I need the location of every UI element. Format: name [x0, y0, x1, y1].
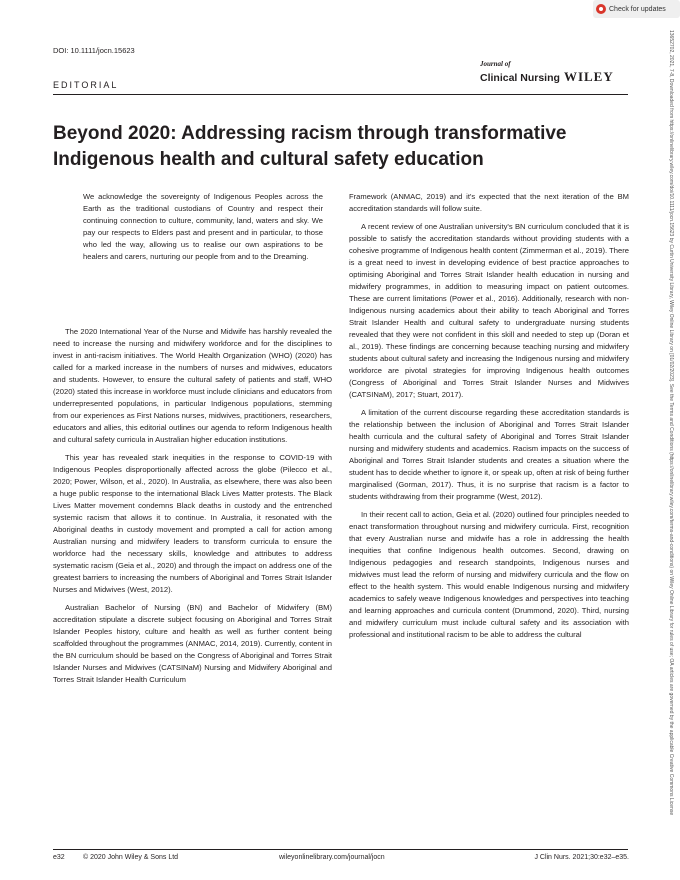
- acknowledgement-paragraph: [83, 191, 323, 269]
- citation-text: J Clin Nurs. 2021;30:e32–e35.: [534, 854, 629, 861]
- article-title: Beyond 2020: Addressing racism through transformative Indigenous health and cultural safety education: [53, 123, 567, 170]
- journal-name: Clinical Nursing: [480, 72, 560, 84]
- download-notice-text: 13652702, 2021, 7-8, Downloaded from https://onlinelibrary.wiley.com/doi/10.1111/jocn.15623 by Curtin University Library, Wiley Online Library on [01/02/2023]. See the Terms and Conditions (https://onlinelibrary.wiley.com/terms-and-conditions) on Wiley Online Library for rules of use; OA articles are governed by the applicable Creative Commons License: [668, 30, 674, 816]
- body-paragraph: A limitation of the current discourse regarding these accreditation standards is the relationship between the inclusion of Aboriginal and Torres Strait Islander health curricula and the cultural safety of Aboriginal and Torres Strait Islander nursing and midwifery students and academics. Racism impacts on the success of Aboriginal and Torres Strait Islander students and creates a situation where the student has to decide whether to ignore it, or speak up, often at risk of being further marginalised (Gorman, 2017). Thus, it is no surprise that racism is a factor to students withdrawing from their programme (West, 2012).: [349, 408, 629, 501]
- header-rule: [53, 94, 628, 95]
- body-paragraph: This year has revealed stark inequities in the response to COVID-19 with Indigenous Peoples disproportionally affected across the globe (Pilecco et al., 2020; Power, Wilson, et al., 2020). In Australia, as elsewhere, there was also been a huge public response to the international Black Lives Matter protests. The Black Lives Matter movement condemns Black deaths in custody and the entrenched systemic racism that allows it to continue. In Australia, it resonated with the Aboriginal deaths in custody movement and prompted a call for action among Australian nursing and midwifery leaders to transform curricula to ensure the workforce had the necessary skills, knowledge and attributes to address systematic racism (Geia et al., 2020) and through the impact on address one of the greatest barriers to increasing the numbers of Aboriginal and Torres Strait Islander Nurses and Midwives (West, 2012).: [53, 453, 332, 594]
- body-paragraph: In their recent call to action, Geia et al. (2020) outlined four principles needed to enact transformation throughout nursing and midwifery curricula. First, recognition that every Australian nurse and midwife has a role in addressing the health inequities that confine Indigenous health outcomes. Second, drawing on Indigenous pedagogies and research standpoints, Indigenous nurses and midwives must lead the reform of nursing and midwifery curricula and the flow on effect to the health system. This would enable Indigenous nursing and midwifery academics to safely weave Indigenous knowledges and perspectives into teaching and learning approaches and curricula content (Drummond, 2020). Third, nursing and midwifery curriculum must include cultural safety and its association with professional and institutional racism to be able to address the cultural: [349, 510, 629, 639]
- copyright-text: © 2020 John Wiley & Sons Ltd: [83, 854, 179, 861]
- check-for-updates-badge[interactable]: [593, 0, 680, 18]
- page-number: e32: [53, 854, 65, 861]
- journal-url-link[interactable]: wileyonlinelibrary.com/journal/jocn: [279, 854, 385, 861]
- section-label: EDITORIAL: [53, 80, 119, 90]
- right-column: [349, 191, 629, 647]
- body-paragraph: A recent review of one Australian university's BN curriculum concluded that it is possible to satisfy the accreditation standards without providing students with a cohesive programme of Indigenous health content (Zimmerman et al., 2019). There is a great need to invest in developing evidence of best practice approaches to optimising Aboriginal and Torres Strait Islander health education in nursing and midwifery programmes, in addition to measuring impact on patient outcomes. These are current limitations (Power et al., 2016). Additionally, research with non-Indigenous nursing academics about their ability to teach Aboriginal and Torres Strait Islander Health and cultural safety to undergraduate nursing students revealed that they were not confident in this skill and needed to step up (Doran et al., 2019). These findings are concerning because teaching nursing and midwifery students about cultural safety and increasing the Indigenous nursing and midwifery workforce are pivotal strategies for improving Indigenous health outcomes (Congress of Aboriginal and Torres Strait Islander Nurses and Midwives (CATSINaM), 2017; Stuart, 2017).: [349, 222, 629, 399]
- check-for-updates-label: Check for updates: [609, 5, 666, 13]
- doi-text: DOI: 10.1111/jocn.15623: [53, 46, 135, 55]
- acknowledgement-text: We acknowledge the sovereignty of Indigenous Peoples across the Earth as the traditional custodians of Country and respect their continuing connection to culture, community, land, waters and sky. We pay our respects to Elders past and present and in particular, to those who led the way, allowing us to realise our own aspirations to be healers and carers, nurturing our people from and to the Dreaming.: [83, 192, 323, 261]
- body-paragraph: Australian Bachelor of Nursing (BN) and Bachelor of Midwifery (BM) accreditation stipulate a discrete subject focusing on Aboriginal and Torres Strait Islander Peoples history, culture and health as well as further content being scaffolded throughout the programmes (ANMAC, 2014, 2019). Currently, content in the BN curriculum should be based on the Congress of Aboriginal and Torres Strait Islander Nurses and Midwives (CATSINaM) Nursing and Midwifery Aboriginal and Torres Strait Islander Health Curriculum: [53, 603, 332, 684]
- check-updates-icon: [596, 4, 606, 14]
- body-paragraph: Framework (ANMAC, 2019) and it's expected that the next iteration of the BM accreditation standards will follow suite.: [349, 192, 629, 213]
- download-notice-vertical: [664, 30, 676, 870]
- journal-of-label: Journal of: [480, 60, 511, 68]
- left-column: [53, 326, 332, 692]
- page-footer: [53, 854, 629, 866]
- body-paragraph: The 2020 International Year of the Nurse and Midwife has harshly revealed the need to increase the nursing and midwifery workforce and for the disciplines to invest in anti-racism initiatives. The World Health Organization (WHO) (2020) has called for a marked increase in the numbers of nurses and midwives, educators and students. However, to ensure the cultural safety of patients and staff, WHO (2020) stated this increase in workforce must include clinicians and educators from underrepresented populations, in particular Indigenous populations, stemming from our experiences as First Nations nurses, midwives, practitioners, researchers, educators and allies, this editorial outlines our agenda to reform Indigenous health and cultural safety curricula in Australian higher education institutions.: [53, 327, 332, 444]
- journal-logo: [480, 60, 640, 86]
- footer-rule: [53, 849, 628, 850]
- publisher-logo: WILEY: [563, 69, 614, 84]
